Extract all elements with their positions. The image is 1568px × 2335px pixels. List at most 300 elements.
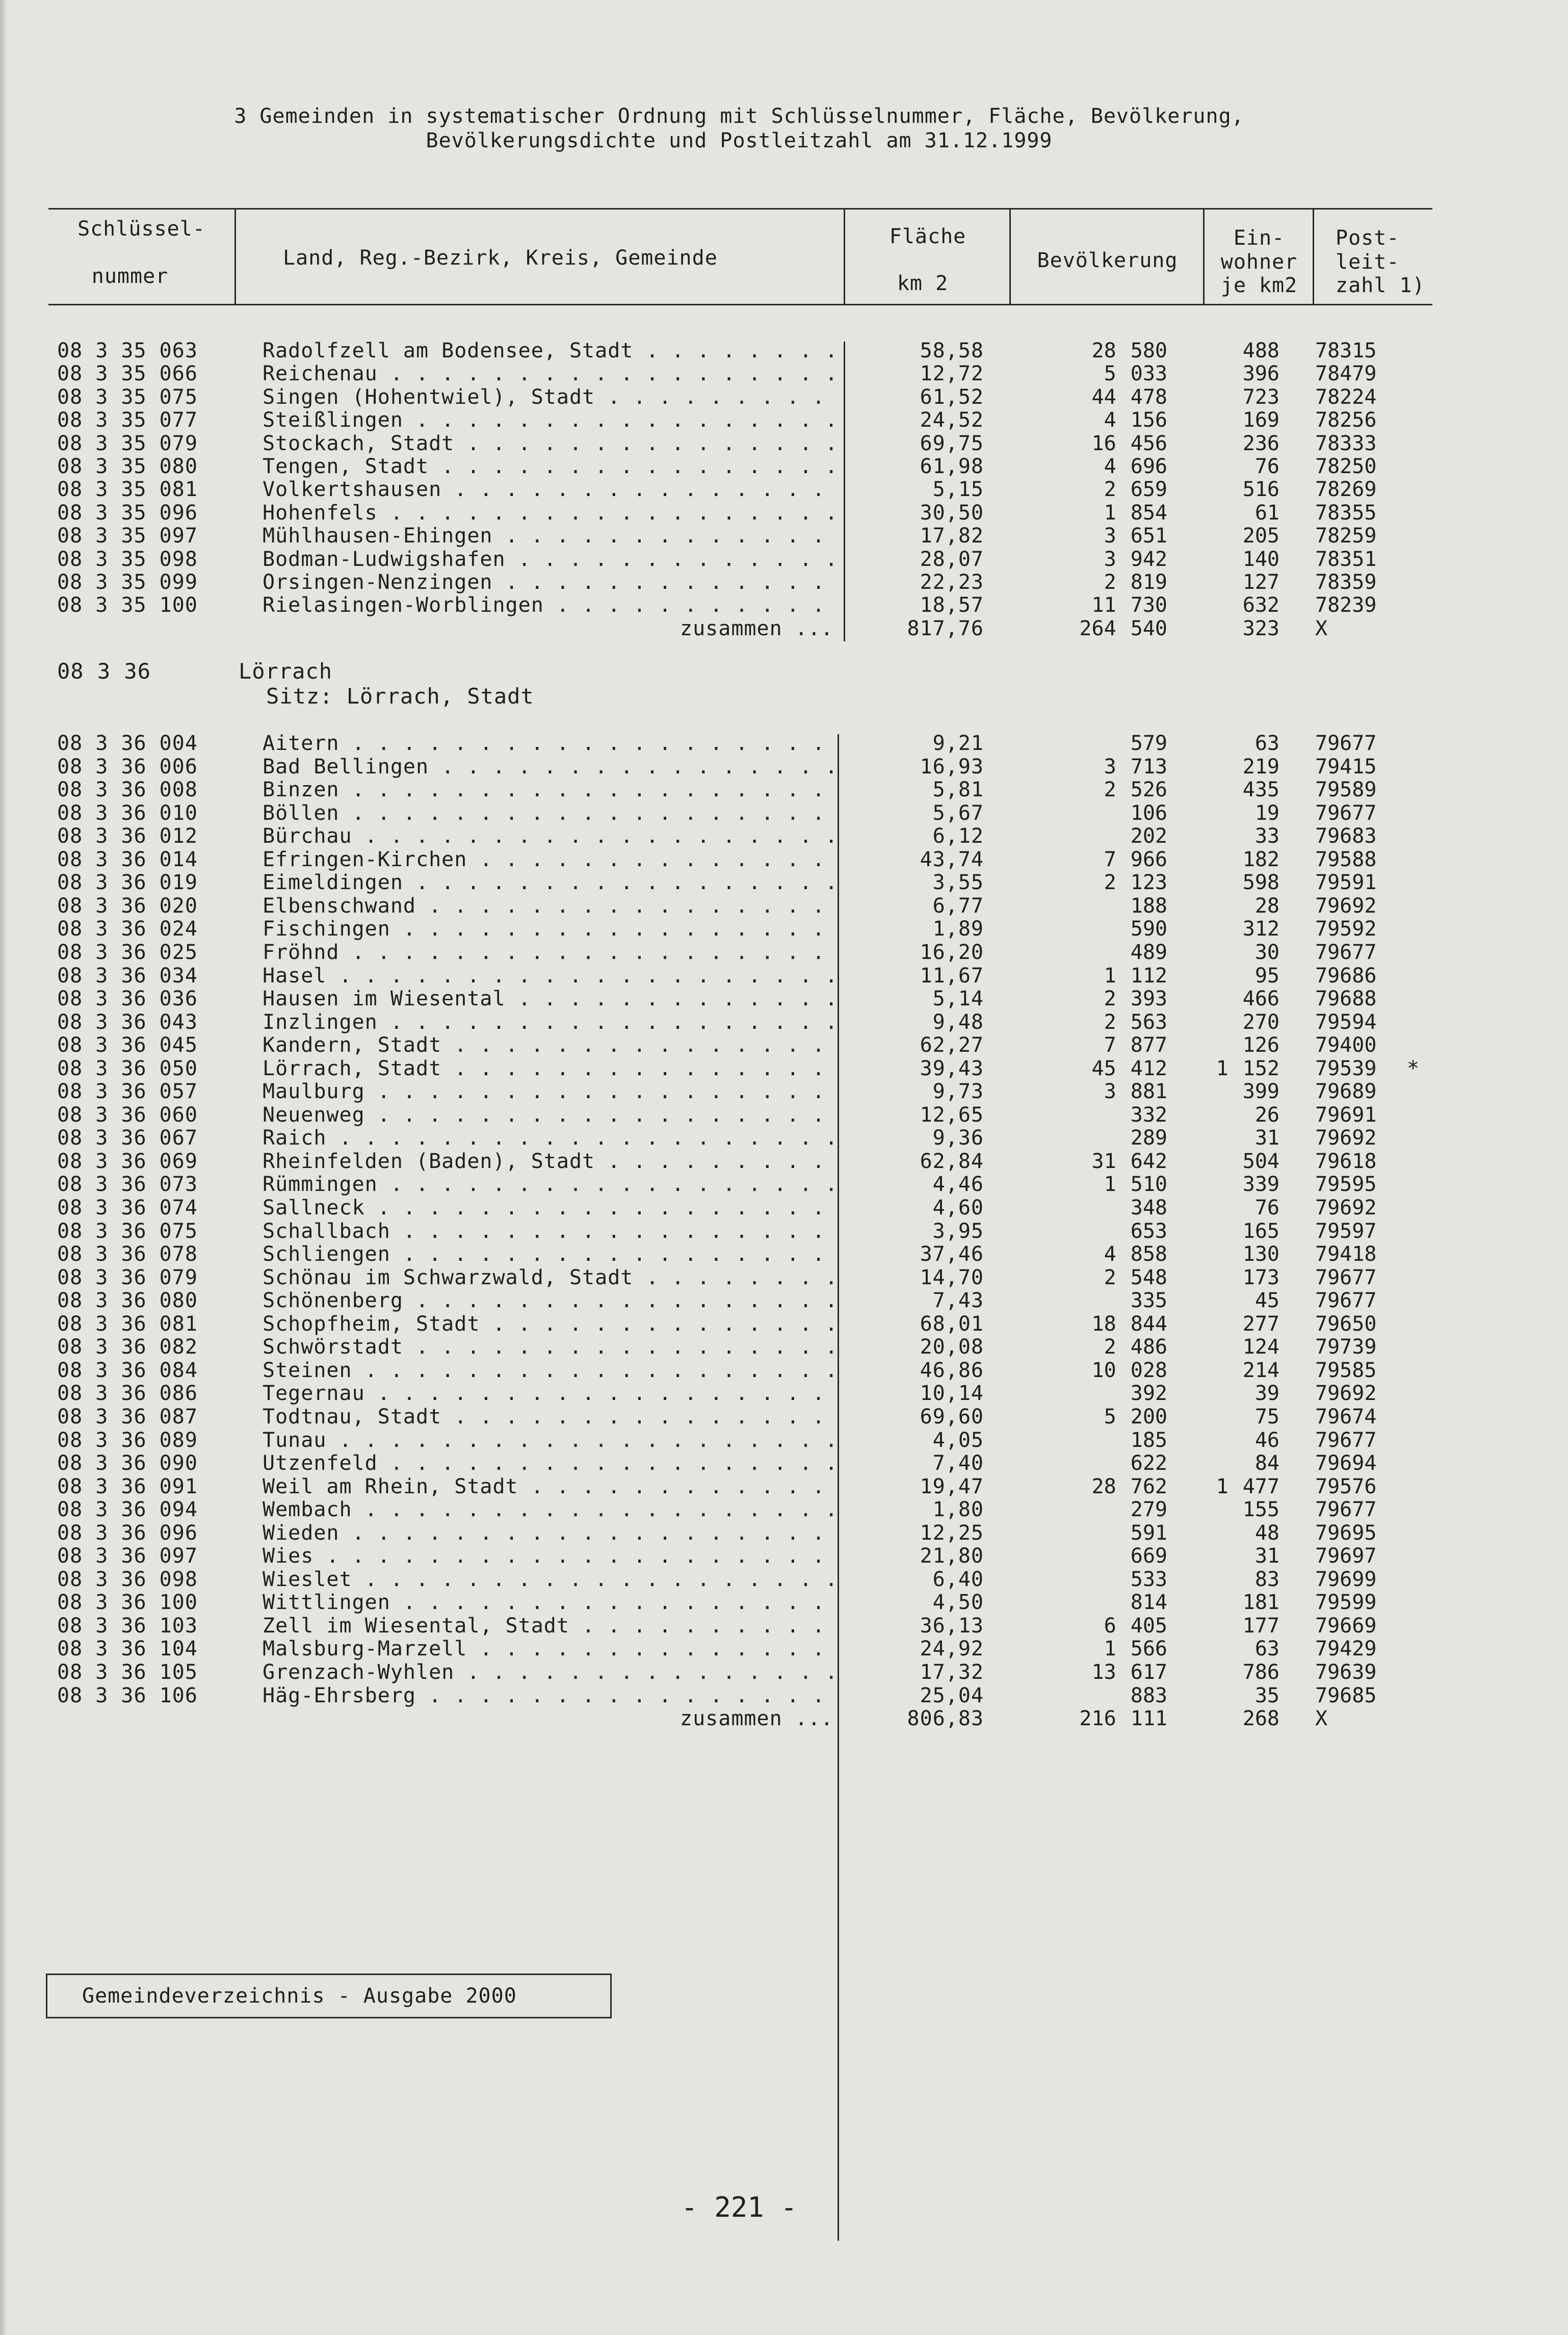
cell-zip: 79400: [1315, 1033, 1377, 1057]
cell-key: 08 3 36 012: [57, 824, 198, 848]
cell-area: 4,46: [932, 1173, 984, 1197]
cell-name: Schönau im Schwarzwald, Stadt . . .: [263, 1266, 833, 1289]
cell-pop: 2 819: [1104, 570, 1167, 594]
table-row: [0, 1080, 1529, 1103]
table-row: [0, 548, 1529, 571]
header-divider: [844, 209, 845, 305]
header-divider: [1203, 209, 1205, 305]
cell-area: 5,67: [932, 801, 984, 825]
cell-dens: 76: [1255, 1196, 1279, 1220]
cell-name: Maulburg . . .: [263, 1080, 833, 1103]
cell-zip: 78359: [1315, 570, 1377, 594]
cell-area: 1,89: [932, 917, 984, 941]
cell-pop: 335: [1130, 1289, 1167, 1313]
table-row: [0, 1266, 1529, 1289]
cell-name: Utzenfeld . . .: [263, 1451, 833, 1475]
cell-dens: 63: [1255, 1637, 1279, 1661]
cell-area: 20,08: [920, 1335, 984, 1359]
cell-area: 17,82: [920, 524, 984, 548]
cell-area: 37,46: [920, 1242, 984, 1266]
cell-zip: 79595: [1315, 1173, 1377, 1197]
cell-zip: 79589: [1315, 778, 1377, 802]
cell-key: 08 3 35 063: [57, 339, 198, 362]
cell-zip: 79592: [1315, 917, 1377, 941]
cell-pop: 4 696: [1104, 455, 1167, 478]
cell-name: Schönenberg . . .: [263, 1289, 833, 1312]
table-row: [0, 1103, 1529, 1127]
table-row: [0, 1057, 1529, 1080]
cell-area: 1,80: [932, 1498, 984, 1522]
cell-key: 08 3 35 079: [57, 431, 198, 455]
cell-area: 69,75: [920, 431, 984, 455]
cell-zip: 78269: [1315, 478, 1377, 502]
header-zip-line-1: Post-: [1336, 226, 1400, 250]
cell-zip: 79677: [1315, 1289, 1377, 1313]
table-row: [0, 1289, 1529, 1312]
cell-pop: 6 405: [1104, 1614, 1167, 1638]
cell-dens: 30: [1255, 940, 1279, 964]
header-population: Bevölkerung: [1037, 249, 1178, 272]
header-area-line-1: Fläche: [889, 225, 966, 248]
cell-name: Volkertshausen . . .: [263, 478, 833, 501]
cell-key: 08 3 36 074: [57, 1196, 198, 1220]
cell-name: Wies . . .: [263, 1544, 833, 1568]
cell-area: 46,86: [920, 1358, 984, 1382]
cell-dens: 124: [1242, 1335, 1279, 1359]
cell-key: 08 3 35 098: [57, 547, 198, 571]
cell-key: 08 3 36 067: [57, 1126, 198, 1150]
cell-pop: 489: [1130, 940, 1167, 964]
table-row: [0, 524, 1529, 548]
cell-zip: 79697: [1315, 1544, 1377, 1568]
header-zip-line-3: zahl 1): [1336, 274, 1425, 297]
cell-name: Schwörstadt . . .: [263, 1335, 833, 1359]
cell-area: 9,36: [932, 1126, 984, 1150]
cell-pop: 16 456: [1091, 431, 1167, 455]
cell-area: 9,21: [932, 732, 984, 755]
total-zip: X: [1315, 1707, 1328, 1731]
cell-pop: 2 123: [1104, 871, 1167, 895]
cell-key: 08 3 36 100: [57, 1591, 198, 1615]
cell-pop: 2 526: [1104, 778, 1167, 802]
cell-area: 4,05: [932, 1428, 984, 1452]
cell-dens: 28: [1255, 894, 1279, 918]
cell-zip: 79691: [1315, 1103, 1377, 1127]
cell-dens: 466: [1242, 987, 1279, 1011]
cell-dens: 723: [1242, 385, 1279, 409]
cell-zip: 79692: [1315, 1196, 1377, 1220]
cell-dens: 488: [1242, 339, 1279, 362]
cell-name: Häg-Ehrsberg . . .: [263, 1684, 833, 1707]
cell-name: Rielasingen-Worblingen . . .: [263, 593, 833, 617]
cell-key: 08 3 35 096: [57, 501, 198, 525]
cell-dens: 95: [1255, 964, 1279, 988]
cell-dens: 177: [1242, 1614, 1279, 1638]
cell-name: Inzlingen . . .: [263, 1010, 833, 1034]
cell-pop: 590: [1130, 917, 1167, 941]
cell-key: 08 3 36 036: [57, 987, 198, 1011]
cell-pop: 185: [1130, 1428, 1167, 1452]
cell-pop: 28 580: [1091, 339, 1167, 362]
cell-name: Schliengen . . .: [263, 1242, 833, 1266]
cell-dens: 84: [1255, 1451, 1279, 1475]
cell-pop: 3 651: [1104, 524, 1167, 548]
cell-zip: 79686: [1315, 964, 1377, 988]
cell-area: 19,47: [920, 1474, 984, 1498]
total-row: [0, 617, 1529, 640]
table-row: [0, 1033, 1529, 1057]
cell-zip: 78315: [1315, 339, 1377, 362]
cell-area: 11,67: [920, 964, 984, 988]
cell-name: Wieden . . .: [263, 1521, 833, 1545]
table-row: [0, 339, 1529, 362]
table-row: [0, 824, 1529, 848]
cell-zip: 79650: [1315, 1312, 1377, 1336]
total-zip: X: [1315, 616, 1328, 640]
cell-name: Elbenschwand . . .: [263, 894, 833, 918]
cell-zip: 79674: [1315, 1405, 1377, 1429]
cell-key: 08 3 36 045: [57, 1033, 198, 1057]
cell-key: 08 3 36 091: [57, 1474, 198, 1498]
cell-area: 14,70: [920, 1265, 984, 1289]
cell-dens: 396: [1242, 362, 1279, 386]
table-row: [0, 1405, 1529, 1429]
total-dens: 323: [1242, 616, 1279, 640]
cell-dens: 182: [1242, 847, 1279, 871]
cell-name: Wieslet . . .: [263, 1568, 833, 1591]
page-number: - 221 -: [681, 2191, 797, 2223]
cell-name: Schopfheim, Stadt . . .: [263, 1312, 833, 1336]
cell-key: 08 3 36 060: [57, 1103, 198, 1127]
cell-pop: 883: [1130, 1683, 1167, 1707]
cell-dens: 435: [1242, 778, 1279, 802]
cell-dens: 270: [1242, 1010, 1279, 1034]
table-row: [0, 1614, 1529, 1638]
cell-dens: 63: [1255, 732, 1279, 755]
cell-dens: 165: [1242, 1219, 1279, 1243]
cell-name: Stockach, Stadt . . .: [263, 432, 833, 455]
cell-dens: 219: [1242, 755, 1279, 779]
cell-zip: 78259: [1315, 524, 1377, 548]
cell-key: 08 3 36 075: [57, 1219, 198, 1243]
cell-pop: 7 966: [1104, 847, 1167, 871]
cell-name: Schallbach . . .: [263, 1220, 833, 1243]
cell-zip: 79418: [1315, 1242, 1377, 1266]
cell-area: 7,40: [932, 1451, 984, 1475]
header-top-rule: [48, 208, 1432, 210]
cell-name: Weil am Rhein, Stadt . . .: [263, 1475, 833, 1498]
cell-area: 12,65: [920, 1103, 984, 1127]
cell-pop: 1 510: [1104, 1173, 1167, 1197]
cell-name: Steinen . . .: [263, 1359, 833, 1382]
cell-pop: 348: [1130, 1196, 1167, 1220]
cell-pop: 332: [1130, 1103, 1167, 1127]
table-row: [0, 848, 1529, 871]
cell-key: 08 3 36 094: [57, 1498, 198, 1522]
header-zip-line-2: leit-: [1336, 250, 1400, 274]
cell-key: 08 3 36 034: [57, 964, 198, 988]
cell-name: Binzen . . .: [263, 778, 833, 801]
table-row: [0, 941, 1529, 964]
cell-zip: 78239: [1315, 593, 1377, 617]
cell-dens: 504: [1242, 1149, 1279, 1173]
cell-name: Bad Bellingen . . .: [263, 755, 833, 779]
cell-dens: 140: [1242, 547, 1279, 571]
cell-dens: 46: [1255, 1428, 1279, 1452]
cell-name: Raich . . .: [263, 1126, 833, 1150]
cell-area: 6,40: [932, 1567, 984, 1591]
cell-area: 7,43: [932, 1289, 984, 1313]
cell-zip: 79683: [1315, 824, 1377, 848]
cell-zip: 79576: [1315, 1474, 1377, 1498]
cell-pop: 1 112: [1104, 964, 1167, 988]
cell-pop: 533: [1130, 1567, 1167, 1591]
cell-key: 08 3 36 024: [57, 917, 198, 941]
table-row: [0, 1544, 1529, 1568]
total-label: zusammen ...: [680, 616, 833, 640]
table-row: [0, 1591, 1529, 1614]
cell-name: Fischingen . . .: [263, 917, 833, 941]
total-pop: 216 111: [1079, 1707, 1167, 1731]
cell-name: Hausen im Wiesental . . .: [263, 987, 833, 1010]
cell-dens: 83: [1255, 1567, 1279, 1591]
cell-dens: 130: [1242, 1242, 1279, 1266]
header-area-line-2: km 2: [897, 272, 949, 295]
cell-dens: 127: [1242, 570, 1279, 594]
table-row: [0, 1335, 1529, 1359]
cell-area: 62,27: [920, 1033, 984, 1057]
cell-key: 08 3 36 078: [57, 1242, 198, 1266]
cell-area: 5,81: [932, 778, 984, 802]
cell-pop: 2 393: [1104, 987, 1167, 1011]
table-row: [0, 917, 1529, 941]
cell-pop: 814: [1130, 1591, 1167, 1615]
table-row: [0, 1359, 1529, 1382]
cell-area: 28,07: [920, 547, 984, 571]
cell-zip: 79599: [1315, 1591, 1377, 1615]
cell-key: 08 3 36 104: [57, 1637, 198, 1661]
page-title-line-2: Bevölkerungsdichte und Postleitzahl am 31.12.1999: [426, 129, 1053, 152]
cell-dens: 31: [1255, 1544, 1279, 1568]
cell-name: Sallneck . . .: [263, 1196, 833, 1220]
total-label: zusammen ...: [680, 1707, 833, 1731]
cell-name: Efringen-Kirchen . . .: [263, 848, 833, 871]
cell-dens: 1 152: [1216, 1056, 1279, 1080]
cell-name: Todtnau, Stadt . . .: [263, 1405, 833, 1429]
cell-zip: 79677: [1315, 1428, 1377, 1452]
cell-area: 68,01: [920, 1312, 984, 1336]
cell-name: Tegernau . . .: [263, 1382, 833, 1405]
cell-key: 08 3 35 075: [57, 385, 198, 409]
cell-zip: 79694: [1315, 1451, 1377, 1475]
table-row: [0, 362, 1529, 385]
cell-pop: 669: [1130, 1544, 1167, 1568]
cell-dens: 205: [1242, 524, 1279, 548]
cell-key: 08 3 36 004: [57, 732, 198, 755]
cell-area: 9,73: [932, 1080, 984, 1104]
cell-area: 6,12: [932, 824, 984, 848]
header-key-line-2: nummer: [91, 265, 169, 288]
cell-dens: 632: [1242, 593, 1279, 617]
table-row: [0, 778, 1529, 801]
cell-key: 08 3 36 081: [57, 1312, 198, 1336]
cell-pop: 1 566: [1104, 1637, 1167, 1661]
cell-area: 6,77: [932, 894, 984, 918]
cell-pop: 5 033: [1104, 362, 1167, 386]
cell-pop: 31 642: [1091, 1149, 1167, 1173]
cell-key: 08 3 36 097: [57, 1544, 198, 1568]
cell-area: 39,43: [920, 1056, 984, 1080]
cell-key: 08 3 36 019: [57, 871, 198, 895]
cell-zip: 79639: [1315, 1661, 1377, 1684]
cell-zip: 79588: [1315, 847, 1377, 871]
cell-dens: 48: [1255, 1521, 1279, 1545]
cell-zip: 79539: [1315, 1056, 1377, 1080]
table-row: [0, 1173, 1529, 1196]
cell-pop: 279: [1130, 1498, 1167, 1522]
table-row: [0, 1312, 1529, 1336]
cell-key: 08 3 36 098: [57, 1567, 198, 1591]
cell-name: Tengen, Stadt . . .: [263, 455, 833, 478]
header-key-line-1: Schlüssel-: [77, 217, 205, 241]
cell-zip: 78355: [1315, 501, 1377, 525]
cell-zip: 78256: [1315, 408, 1377, 432]
cell-pop: 2 486: [1104, 1335, 1167, 1359]
cell-key: 08 3 36 006: [57, 755, 198, 779]
cell-key: 08 3 36 090: [57, 1451, 198, 1475]
cell-area: 16,93: [920, 755, 984, 779]
cell-pop: 28 762: [1091, 1474, 1167, 1498]
cell-key: 08 3 36 082: [57, 1335, 198, 1359]
cell-name: Zell im Wiesental, Stadt . . .: [263, 1614, 833, 1638]
cell-name: Grenzach-Wyhlen . . .: [263, 1661, 833, 1684]
cell-pop: 106: [1130, 801, 1167, 825]
cell-key: 08 3 36 105: [57, 1661, 198, 1684]
table-row: [0, 1429, 1529, 1452]
cell-dens: 155: [1242, 1498, 1279, 1522]
cell-zip: 79692: [1315, 1126, 1377, 1150]
cell-key: 08 3 36 086: [57, 1382, 198, 1406]
cell-dens: 516: [1242, 478, 1279, 502]
cell-key: 08 3 35 099: [57, 570, 198, 594]
cell-zip: 79685: [1315, 1683, 1377, 1707]
cell-key: 08 3 35 081: [57, 478, 198, 502]
cell-area: 69,60: [920, 1405, 984, 1429]
total-area: 806,83: [907, 1707, 984, 1731]
cell-name: Tunau . . .: [263, 1429, 833, 1452]
cell-key: 08 3 36 050: [57, 1056, 198, 1080]
cell-name: Aitern . . .: [263, 732, 833, 755]
cell-name: Malsburg-Marzell . . .: [263, 1637, 833, 1661]
cell-name: Rümmingen . . .: [263, 1173, 833, 1196]
table-row: [0, 501, 1529, 525]
cell-pop: 579: [1130, 732, 1167, 755]
cell-name: Kandern, Stadt . . .: [263, 1033, 833, 1057]
publication-label-box: [46, 1974, 612, 2018]
cell-dens: 26: [1255, 1103, 1279, 1127]
cell-dens: 236: [1242, 431, 1279, 455]
cell-area: 9,48: [932, 1010, 984, 1034]
column-divider: [844, 342, 845, 641]
cell-area: 25,04: [920, 1683, 984, 1707]
cell-dens: 598: [1242, 871, 1279, 895]
cell-pop: 11 730: [1091, 593, 1167, 617]
cell-name: Orsingen-Nenzingen . . .: [263, 570, 833, 594]
cell-name: Neuenweg . . .: [263, 1103, 833, 1127]
cell-key: 08 3 36 025: [57, 940, 198, 964]
table-row: [0, 987, 1529, 1010]
table-row: [0, 385, 1529, 409]
table-row: [0, 1126, 1529, 1150]
cell-area: 17,32: [920, 1661, 984, 1684]
cell-area: 5,15: [932, 478, 984, 502]
header-density-line-2: wohner: [1220, 250, 1298, 274]
table-row: [0, 408, 1529, 432]
table-row: [0, 455, 1529, 478]
cell-key: 08 3 36 096: [57, 1521, 198, 1545]
cell-zip: 79692: [1315, 1382, 1377, 1406]
cell-name: Singen (Hohentwiel), Stadt . . .: [263, 385, 833, 409]
kreis-name: Lörrach: [239, 659, 333, 684]
cell-pop: 5 200: [1104, 1405, 1167, 1429]
cell-key: 08 3 36 043: [57, 1010, 198, 1034]
cell-key: 08 3 36 010: [57, 801, 198, 825]
cell-zip: 78333: [1315, 431, 1377, 455]
cell-name: Reichenau . . .: [263, 362, 833, 385]
cell-zip: 79429: [1315, 1637, 1377, 1661]
cell-area: 12,25: [920, 1521, 984, 1545]
table-row: [0, 1521, 1529, 1545]
cell-name: Eimeldingen . . .: [263, 871, 833, 894]
cell-area: 5,14: [932, 987, 984, 1011]
cell-area: 4,50: [932, 1591, 984, 1615]
table-row: [0, 432, 1529, 455]
cell-zip: 79677: [1315, 1498, 1377, 1522]
table-row: [0, 871, 1529, 894]
cell-pop: 2 548: [1104, 1265, 1167, 1289]
header-divider: [234, 209, 236, 305]
cell-zip: 79699: [1315, 1567, 1377, 1591]
table-row: [0, 593, 1529, 617]
cell-pop: 3 713: [1104, 755, 1167, 779]
cell-dens: 33: [1255, 824, 1279, 848]
cell-dens: 75: [1255, 1405, 1279, 1429]
cell-zip: 79739: [1315, 1335, 1377, 1359]
cell-dens: 76: [1255, 455, 1279, 478]
cell-pop: 2 563: [1104, 1010, 1167, 1034]
table-row: [0, 1242, 1529, 1266]
cell-name: Wembach . . .: [263, 1498, 833, 1521]
cell-key: 08 3 36 084: [57, 1358, 198, 1382]
cell-name: Hohenfels . . .: [263, 501, 833, 525]
cell-zip: 79688: [1315, 987, 1377, 1011]
cell-pop: 3 942: [1104, 547, 1167, 571]
header-divider: [1009, 209, 1011, 305]
cell-zip: 78250: [1315, 455, 1377, 478]
cell-zip: 79689: [1315, 1080, 1377, 1104]
header-density-line-1: Ein-: [1233, 226, 1285, 250]
cell-area: 43,74: [920, 847, 984, 871]
cell-dens: 31: [1255, 1126, 1279, 1150]
table-row: [0, 894, 1529, 918]
cell-pop: 2 659: [1104, 478, 1167, 502]
total-dens: 268: [1242, 1707, 1279, 1731]
cell-name: Böllen . . .: [263, 801, 833, 825]
table-row: [0, 1498, 1529, 1521]
page-title-line-1: 3 Gemeinden in systematischer Ordnung mit Schlüsselnummer, Fläche, Bevölkerung,: [234, 105, 1244, 128]
cell-name: Radolfzell am Bodensee, Stadt . . .: [263, 339, 833, 362]
cell-dens: 1 477: [1216, 1474, 1279, 1498]
